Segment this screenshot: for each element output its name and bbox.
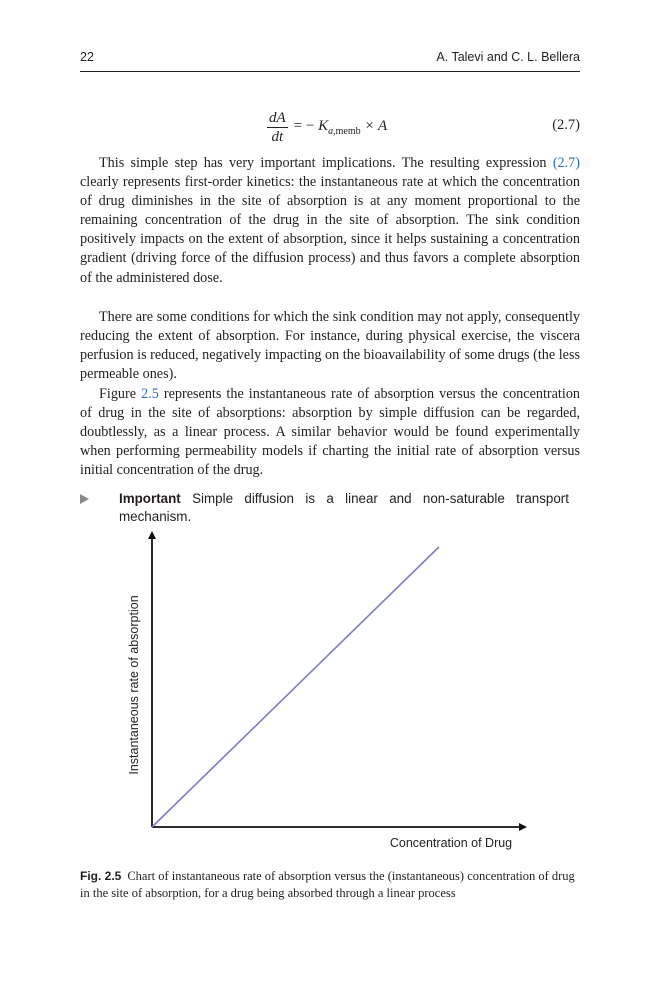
triangle-bullet-icon (80, 494, 89, 504)
paragraph-1-text-a: This simple step has very important implications. The resulting expression (99, 155, 553, 171)
equation-rhs (294, 118, 387, 137)
paragraph-3 (80, 385, 580, 480)
equation-k-subscript-rest: ,memb (333, 125, 361, 137)
equation-body (267, 105, 387, 149)
chart-series (152, 547, 439, 827)
figure-caption (80, 868, 580, 901)
paragraph-3-text-a: Figure (99, 386, 142, 402)
chart-svg (110, 525, 530, 855)
equation-fraction (267, 109, 288, 146)
equation-numerator: dA (269, 109, 286, 126)
paragraph-2 (80, 308, 580, 384)
important-text-block (119, 490, 569, 526)
equation-k-subscript-a: a (328, 125, 334, 137)
important-label: Important (119, 491, 181, 506)
page-number: 22 (80, 50, 94, 64)
equation-reference-link[interactable]: (2.7) (552, 155, 580, 171)
equation-denominator: dt (271, 128, 284, 145)
equation-number: (2.7) (552, 117, 580, 133)
page-header (80, 50, 580, 70)
figure-reference-link[interactable]: 2.5 (141, 386, 159, 402)
running-head: A. Talevi and C. L. Bellera (436, 50, 580, 64)
paragraph-1-text-b: clearly represents first-order kinetics: the instantaneous rate at which the concentration of drug diminishes in the site of absorption is at any moment proportional to the remaining concentration of the drug in the site of absorption. The sink condition positively impacts on the extent of absorption, since it helps sustaining a concentration gradient (driving force of the diffusion process) and thus favors a complete absorption of the administered dose. (80, 174, 580, 286)
y-axis-label: Instantaneous rate of absorption (127, 595, 141, 775)
series-line-0 (152, 547, 439, 827)
figure-2-5 (110, 525, 530, 855)
x-axis-label: Concentration of Drug (389, 836, 513, 850)
equation-2-7 (80, 105, 580, 149)
equation-k-symbol: K (318, 117, 329, 134)
equation-equals-minus: = − (293, 117, 315, 134)
chart-axes (152, 533, 525, 827)
figure-caption-text: Chart of instantaneous rate of absorption versus the (instantaneous) concentration of drug in the site of absorption, for a drug being absorbed through a linear process (80, 869, 575, 900)
equation-k-subscript (328, 126, 361, 137)
header-rule (80, 71, 580, 72)
paragraph-1 (80, 154, 580, 288)
paragraph-2-text: There are some conditions for which the sink condition may not apply, consequently reducing the extent of absorption. For instance, during physical exercise, the viscera perfusion is reduced, negatively impacting on the bioavailability of some drugs (the less permeable ones). (80, 309, 580, 383)
equation-times-a: × A (364, 117, 388, 134)
paragraph-3-text-b: represents the instantaneous rate of absorption versus the concentration of drug in the site of absorptions: absorption by simple diffusion can be regarded, doubtlessly, as a linear process. A similar behavior would be found experimentally when performing permeability models if charting the initial rate of absorption versus initial concentration of the drug. (80, 386, 581, 479)
important-text: Simple diffusion is a linear and non-saturable transport mechanism. (119, 491, 569, 524)
figure-caption-label: Fig. 2.5 (80, 869, 122, 883)
